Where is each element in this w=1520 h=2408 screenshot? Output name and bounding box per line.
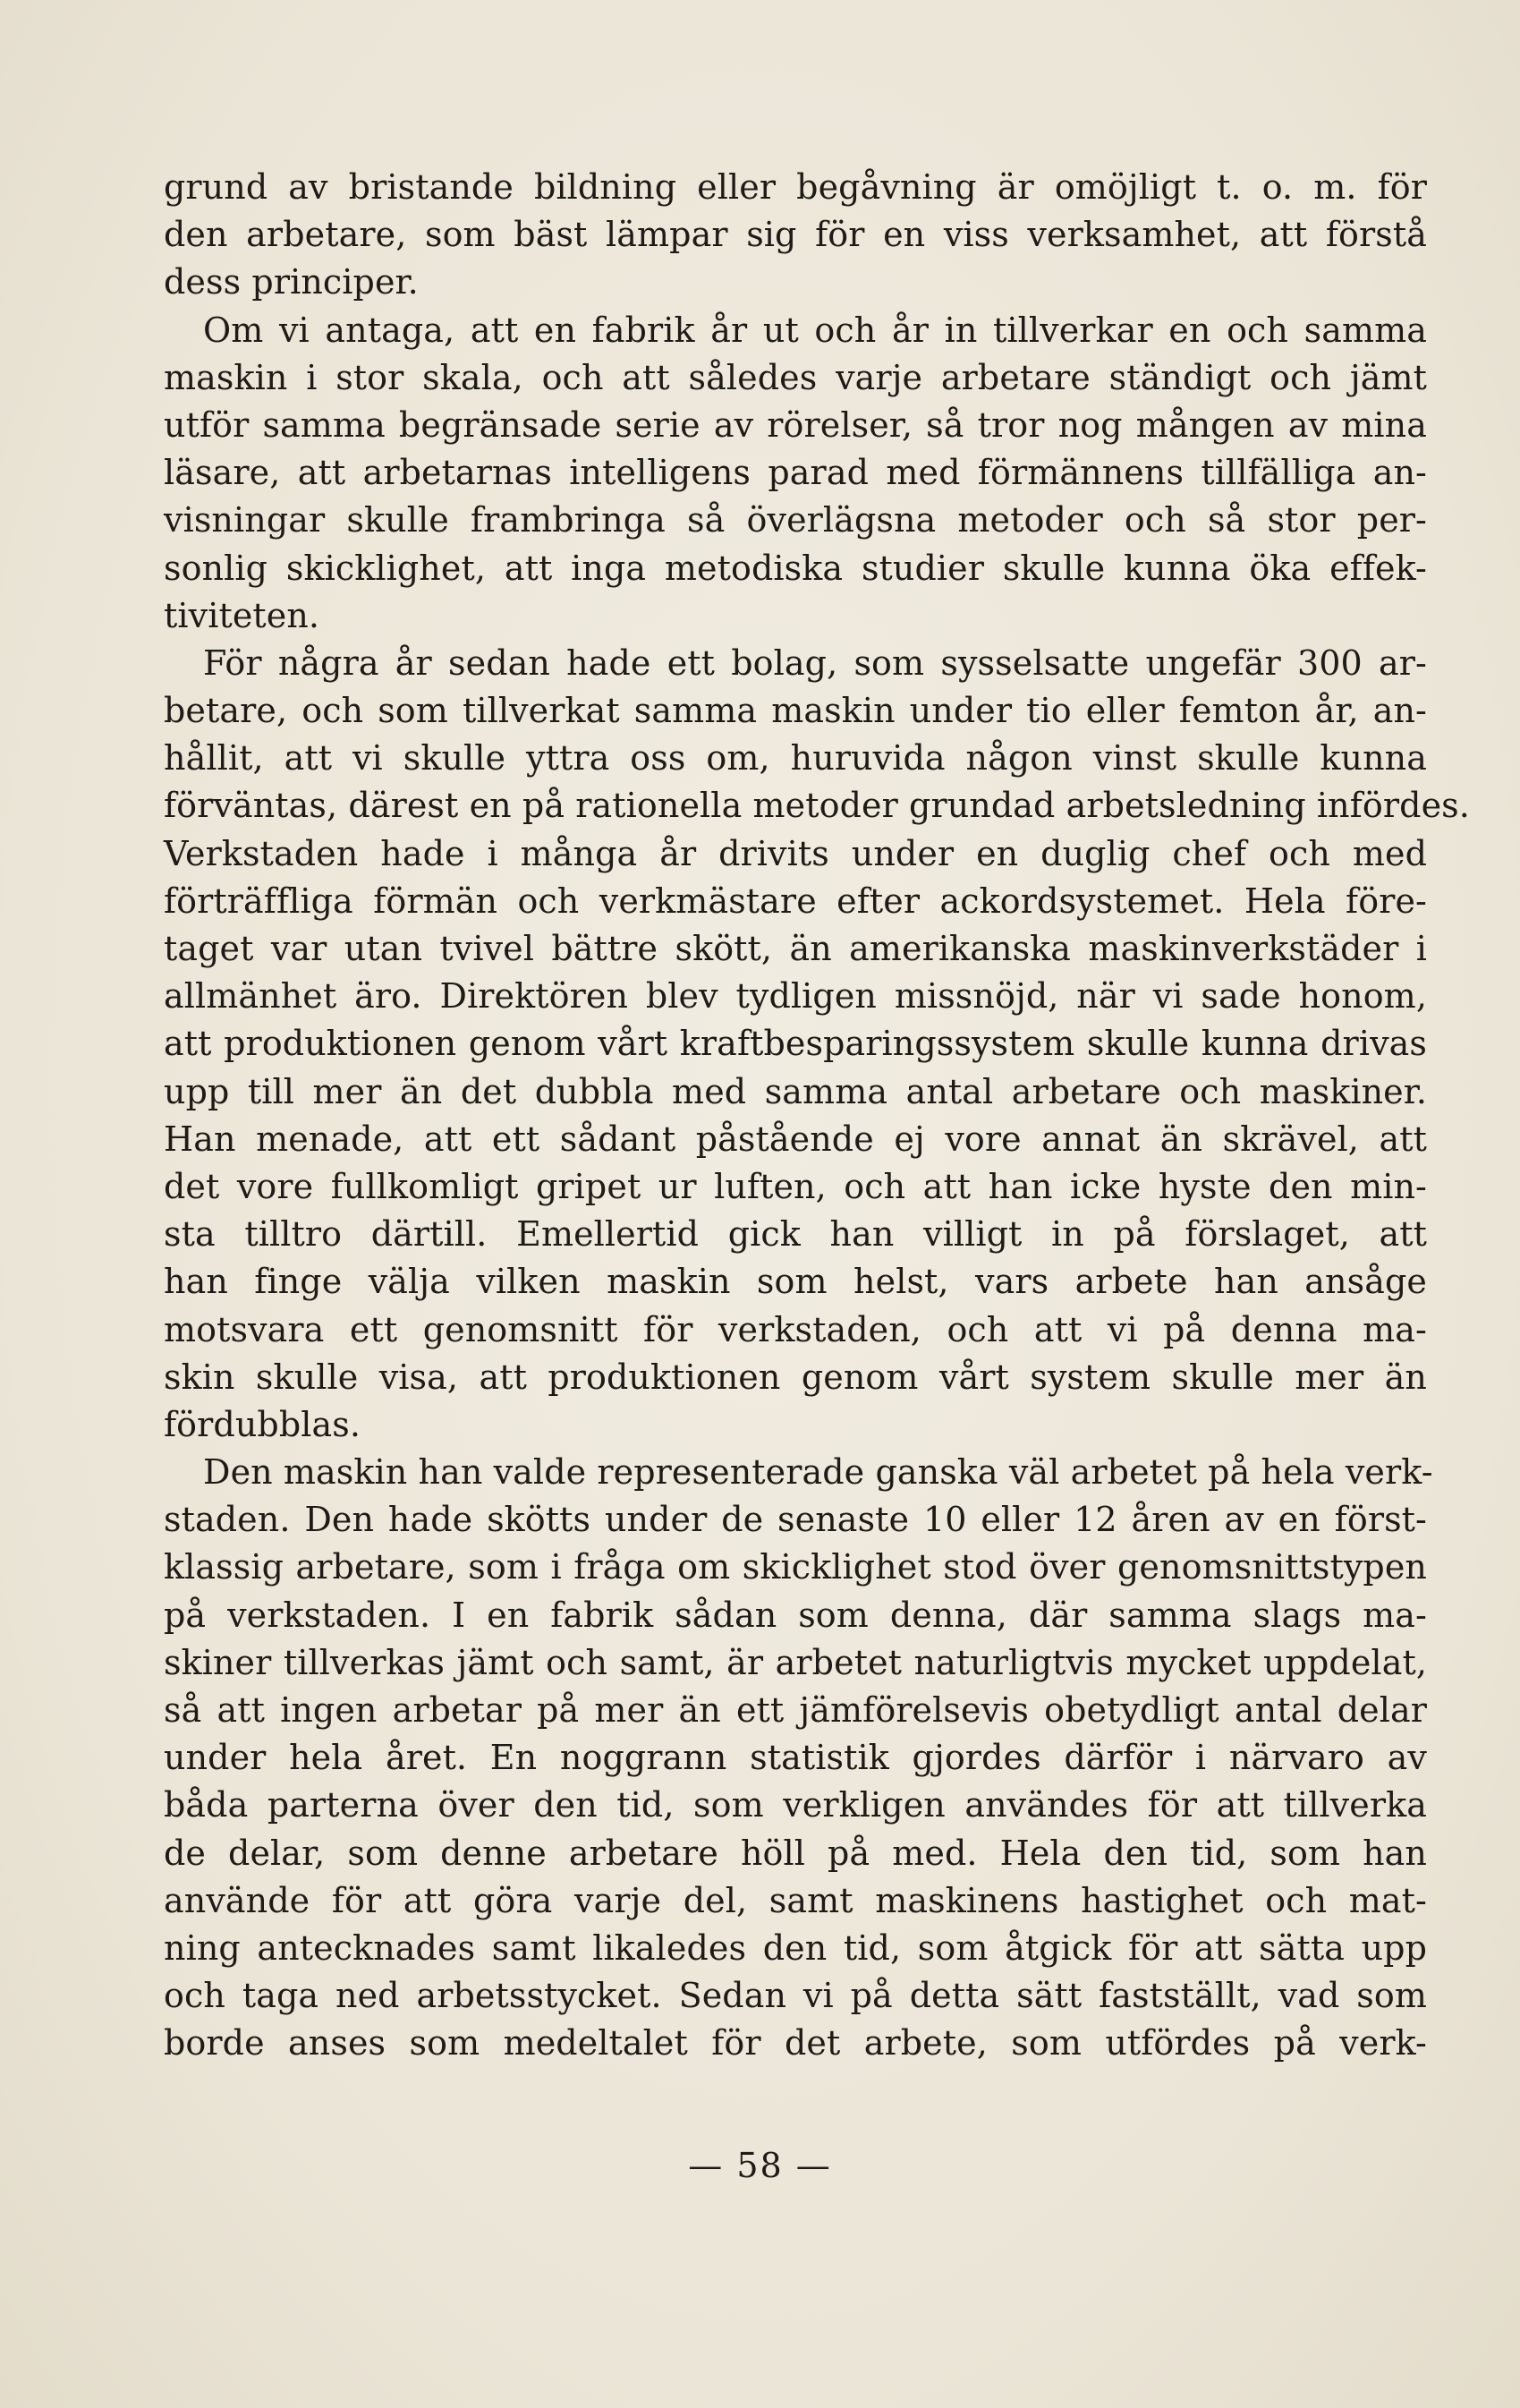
text-line: Om vi antaga, att en fabrik år ut och år in tillverkar en och samma	[203, 310, 1427, 350]
text-line: de delar, som denne arbetare höll på med. Hela den tid, som han	[164, 1833, 1427, 1873]
text-line: utför samma begränsade serie av rörelser, så tror nog mången av mina	[164, 404, 1427, 445]
text-line: att produktionen genom vårt kraftbesparingssystem skulle kunna drivas	[164, 1024, 1427, 1064]
text-line: betare, och som tillverkat samma maskin under tio eller femton år, an-	[164, 691, 1427, 731]
page-number: — 58 —	[688, 2146, 832, 2185]
text-line: båda parterna över den tid, som verkligen användes för att tillverka	[164, 1785, 1427, 1825]
text-line: Den maskin han valde representerade ganska väl arbetet på hela verk-	[203, 1452, 1433, 1493]
text-line: Verkstaden hade i många år drivits under en duglig chef och med	[164, 833, 1427, 873]
text-line: den arbetare, som bäst lämpar sig för en viss verksamhet, att förstå	[164, 215, 1427, 255]
text-line: För några år sedan hade ett bolag, som sysselsatte ungefär 300 ar-	[203, 642, 1427, 683]
text-line: så att ingen arbetar på mer än ett jämförelsevis obetydligt antal delar	[164, 1690, 1427, 1730]
text-line: läsare, att arbetarnas intelligens parad med förmännens tillfälliga an-	[164, 453, 1427, 493]
text-line: klassig arbetare, som i fråga om skicklighet stod över genomsnittstypen	[164, 1547, 1427, 1587]
text-line: grund av bristande bildning eller begåvning är omöjligt t. o. m. för	[164, 167, 1427, 207]
text-line: Han menade, att ett sådant påstående ej vore annat än skrävel, att	[164, 1119, 1427, 1159]
text-line: och taga ned arbetsstycket. Sedan vi på detta sätt fastställt, vad som	[164, 1976, 1427, 2016]
text-line: han finge välja vilken maskin som helst, vars arbete han ansåge	[164, 1262, 1427, 1302]
text-line: upp till mer än det dubbla med samma antal arbetare och maskiner.	[164, 1071, 1427, 1111]
text-line: skiner tillverkas jämt och samt, är arbetet naturligtvis mycket uppdelat,	[164, 1642, 1427, 1682]
text-line: motsvara ett genomsnitt för verkstaden, och att vi på denna ma-	[164, 1309, 1427, 1349]
text-line: under hela året. En noggrann statistik gjordes därför i närvaro av	[164, 1738, 1427, 1778]
text-line: förträffliga förmän och verkmästare efter ackordsystemet. Hela före-	[164, 881, 1427, 921]
text-line: visningar skulle frambringa så överlägsna metoder och så stor per-	[164, 500, 1427, 540]
body-text	[164, 164, 1470, 2068]
text-line: hållit, att vi skulle yttra oss om, huruvida någon vinst skulle kunna	[164, 738, 1427, 779]
text-line: sonlig skicklighet, att inga metodiska studier skulle kunna öka effek-	[164, 548, 1427, 588]
text-line: fördubblas.	[164, 1404, 361, 1444]
text-line: skin skulle visa, att produktionen genom vårt system skulle mer än	[164, 1357, 1427, 1397]
text-line: på verkstaden. I en fabrik sådan som denna, där samma slags ma-	[164, 1595, 1427, 1635]
text-line: maskin i stor skala, och att således varje arbetare ständigt och jämt	[164, 357, 1427, 397]
text-line: taget var utan tvivel bättre skött, än amerikanska maskinverkstäder i	[164, 929, 1427, 968]
text-line: staden. Den hade skötts under de senaste 10 eller 12 åren av en först-	[164, 1500, 1427, 1540]
text-line: ning antecknades samt likaledes den tid, som åtgick för att sätta upp	[164, 1927, 1427, 1968]
text-line: det vore fullkomligt gripet ur luften, och att han icke hyste den min-	[164, 1166, 1427, 1206]
text-line: förväntas, därest en på rationella metoder grundad arbetsledning infördes.	[164, 786, 1470, 826]
text-line: tiviteten.	[164, 595, 320, 635]
text-line: sta tilltro därtill. Emellertid gick han villigt in på förslaget, att	[164, 1214, 1427, 1255]
text-line: dess principer.	[164, 262, 419, 302]
text-line: borde anses som medeltalet för det arbete, som utfördes på verk-	[164, 2023, 1427, 2063]
text-line: använde för att göra varje del, samt maskinens hastighet och mat-	[164, 1880, 1427, 1920]
text-line: allmänhet äro. Direktören blev tydligen missnöjd, när vi sade honom,	[164, 976, 1427, 1017]
